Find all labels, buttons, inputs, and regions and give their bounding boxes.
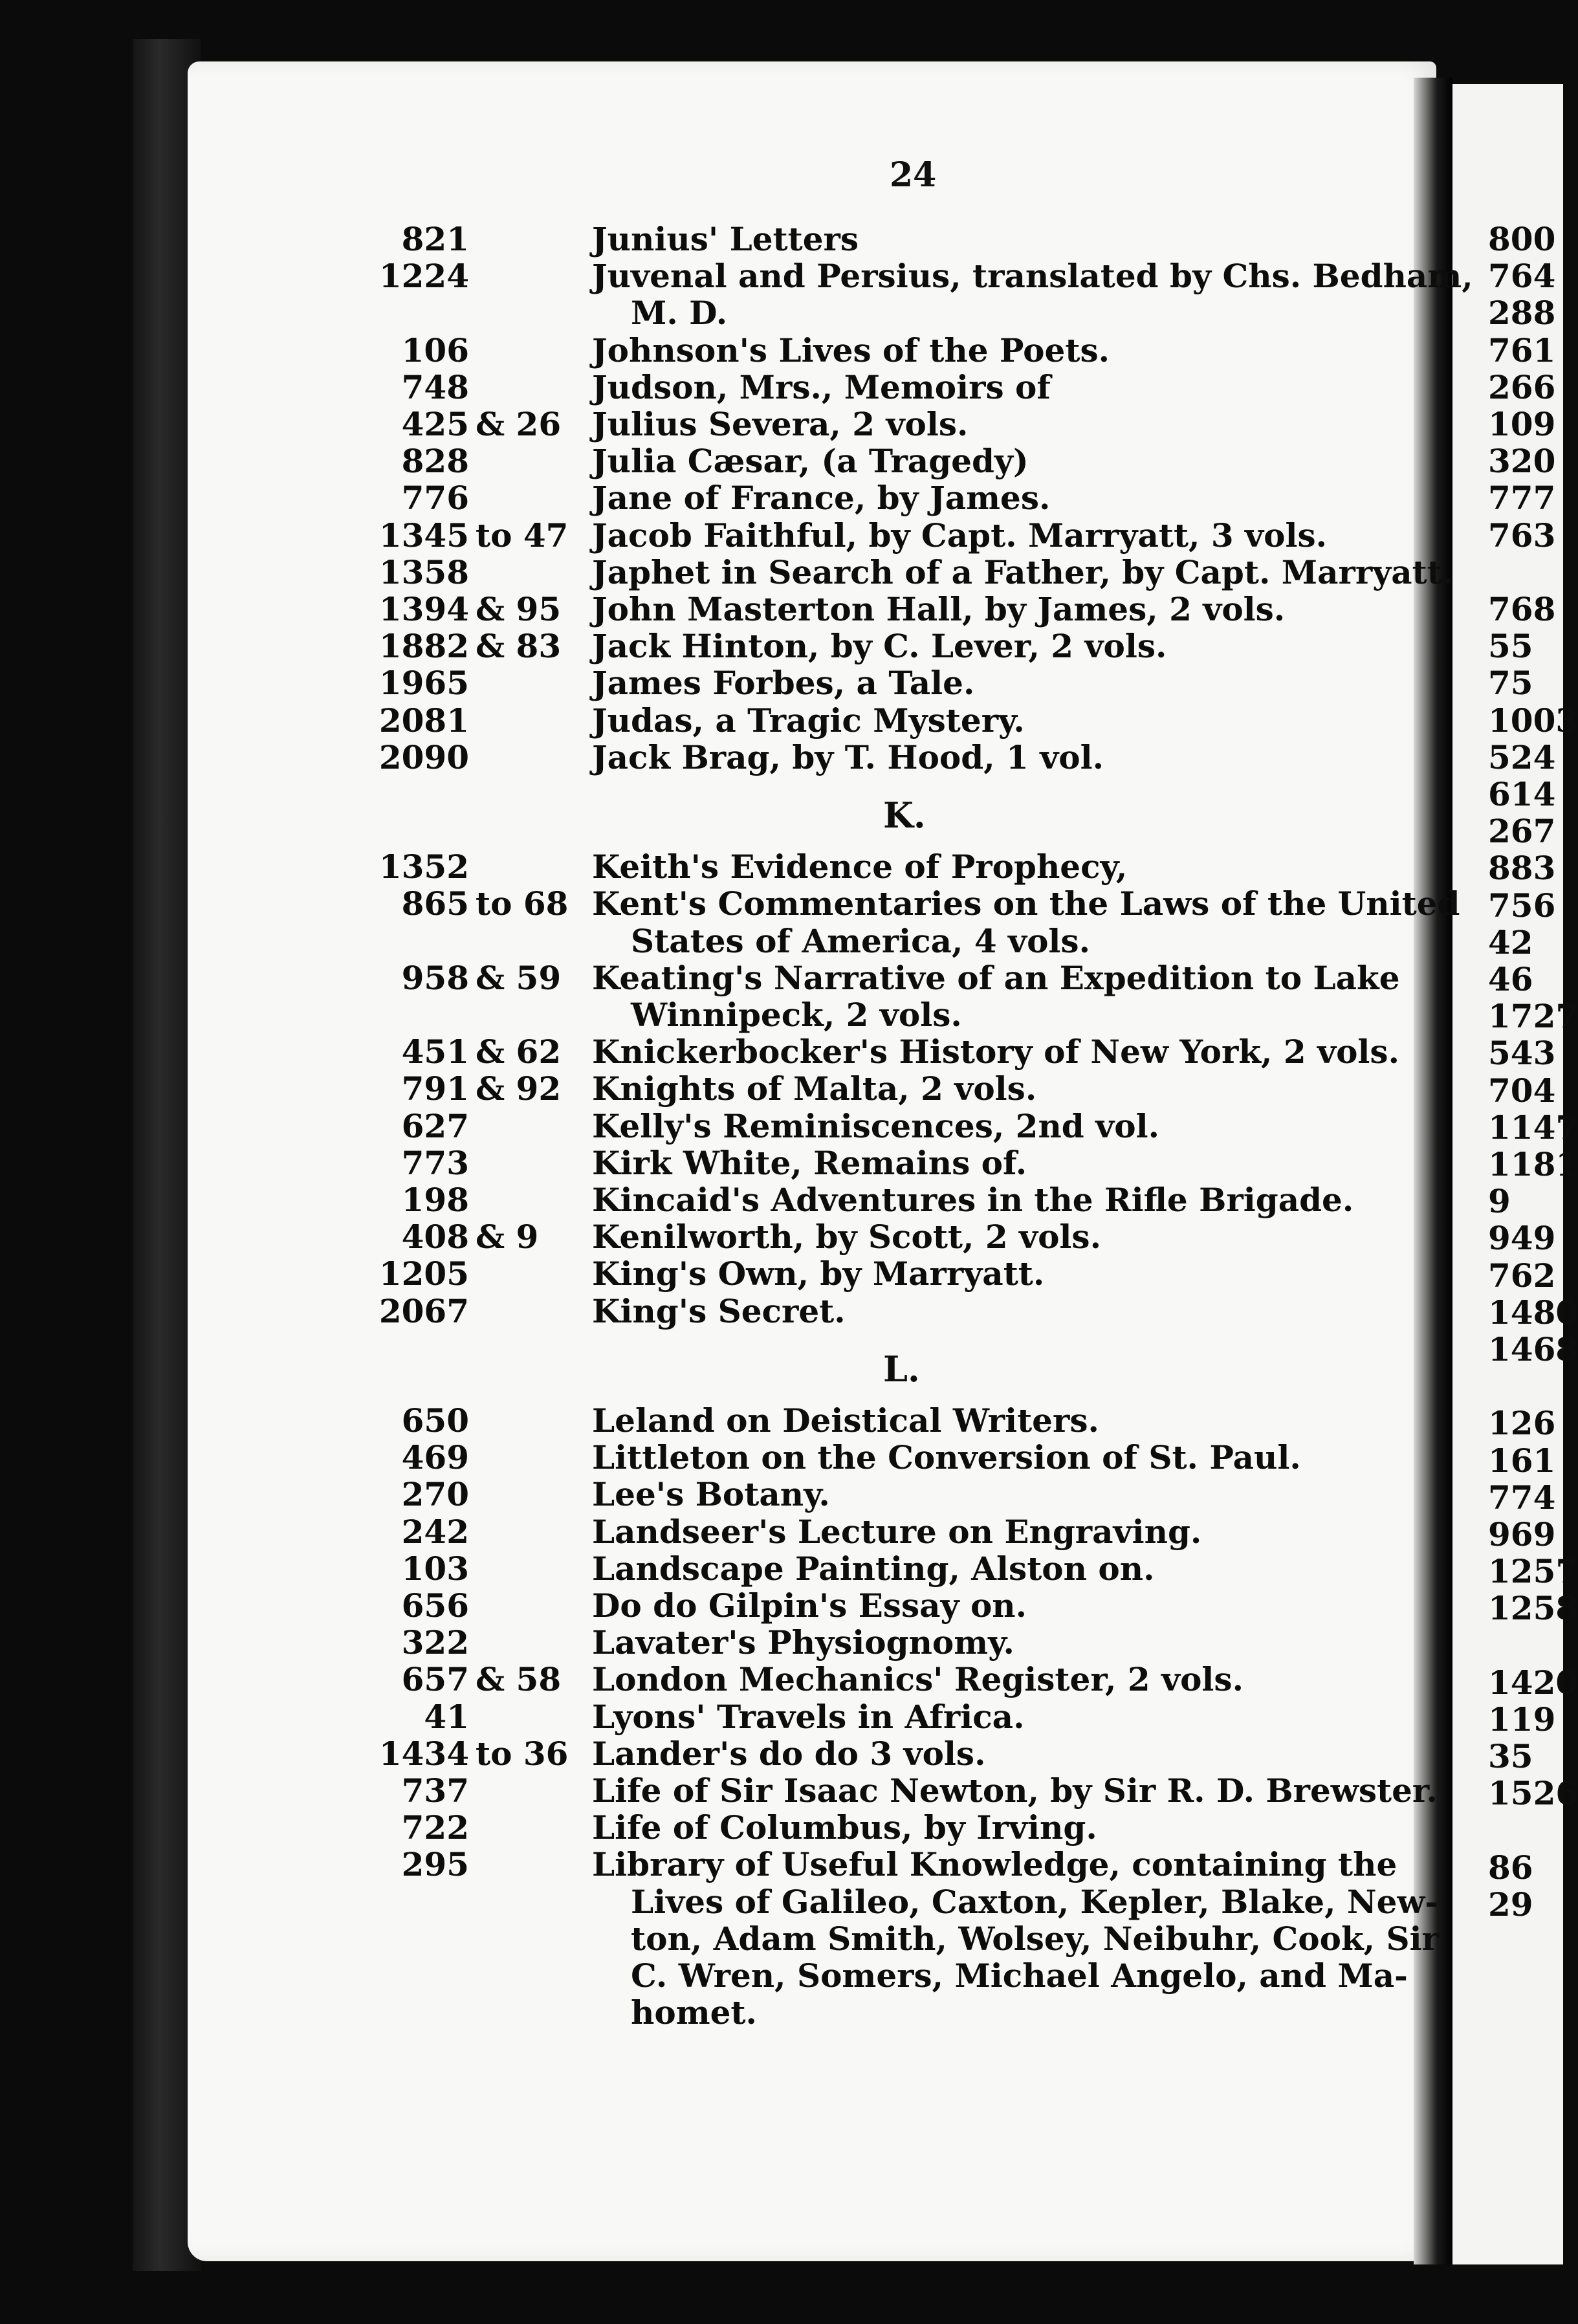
facing-page-number: 46 <box>1488 960 1533 998</box>
facing-page-number: 883 <box>1488 849 1556 888</box>
catalogue-number: 295 <box>401 1845 469 1884</box>
entry-title: Kincaid's Adventures in the Rifle Brigade. <box>592 1181 1354 1219</box>
catalogue-number: 2067 <box>378 1291 469 1330</box>
facing-page-number: 949 <box>1488 1219 1556 1258</box>
catalogue-number-range: & 9 <box>476 1218 539 1256</box>
catalogue-number: 958 <box>401 958 469 997</box>
facing-page-number: 1526 <box>1488 1774 1578 1813</box>
catalogue-number-range: & 26 <box>476 405 562 443</box>
entry-title: Jack Brag, by T. Hood, 1 vol. <box>592 738 1104 776</box>
entry-title: Keating's Narrative of an Expedition to Lake <box>592 958 1400 997</box>
catalogue-number: 1358 <box>378 553 469 591</box>
catalogue-number: 1434 <box>378 1734 469 1773</box>
catalogue-number: 748 <box>401 367 469 406</box>
catalogue-number-range: & 83 <box>476 627 562 666</box>
facing-page-number: 1258 <box>1488 1589 1578 1628</box>
catalogue-number-range: & 59 <box>476 958 562 997</box>
facing-page-number: 763 <box>1488 516 1556 554</box>
catalogue-number: 776 <box>401 479 469 518</box>
entry-title-continuation: Lives of Galileo, Caxton, Kepler, Blake, New- <box>631 1882 1439 1921</box>
catalogue-number: 627 <box>401 1106 469 1145</box>
catalogue-number-range: & 92 <box>476 1069 562 1108</box>
facing-page-number: 35 <box>1488 1737 1533 1776</box>
entry-title: Jacob Faithful, by Capt. Marryatt, 3 vols. <box>592 516 1328 554</box>
catalogue-number-range: & 58 <box>476 1660 562 1699</box>
catalogue-number: 657 <box>401 1660 469 1699</box>
catalogue-number: 2090 <box>378 738 469 776</box>
catalogue-number: 322 <box>401 1623 469 1662</box>
catalogue-number-range: to 68 <box>476 884 569 923</box>
catalogue-number-range: & 62 <box>476 1033 562 1071</box>
catalogue-number: 737 <box>401 1771 469 1810</box>
facing-page-number: 774 <box>1488 1478 1556 1517</box>
entry-title-continuation: Winnipeck, 2 vols. <box>631 996 962 1034</box>
facing-page-number: 288 <box>1488 294 1556 333</box>
facing-page-number: 761 <box>1488 331 1556 369</box>
entry-title: Japhet in Search of a Father, by Capt. Marryatt. <box>592 553 1454 591</box>
facing-page-number: 86 <box>1488 1848 1533 1887</box>
catalogue-number: 1224 <box>378 257 469 296</box>
facing-page-number: 762 <box>1488 1256 1556 1295</box>
facing-page-number: 55 <box>1488 627 1533 666</box>
entry-title: Judas, a Tragic Mystery. <box>592 701 1025 740</box>
entry-title: Kirk White, Remains of. <box>592 1143 1027 1182</box>
facing-page-number: 119 <box>1488 1700 1556 1738</box>
entry-title-continuation: States of America, 4 vols. <box>631 921 1090 960</box>
section-heading: L. <box>883 1348 920 1390</box>
entry-title: Lander's do do 3 vols. <box>592 1734 986 1773</box>
page-number: 24 <box>890 155 937 195</box>
entry-title: London Mechanics' Register, 2 vols. <box>592 1660 1244 1699</box>
entry-title: Junius' Letters <box>592 220 859 258</box>
entry-title: Library of Useful Knowledge, containing the <box>592 1845 1397 1884</box>
entry-title-continuation: M. D. <box>631 294 728 333</box>
entry-title: Littleton on the Conversion of St. Paul. <box>592 1438 1301 1477</box>
entry-title: Kent's Commentaries on the Laws of the United <box>592 884 1460 923</box>
entry-title: Johnson's Lives of the Poets. <box>592 331 1110 369</box>
facing-page-number: 1181 <box>1488 1145 1578 1183</box>
facing-page-number: 614 <box>1488 775 1556 813</box>
entry-title: Lavater's Physiognomy. <box>592 1623 1014 1662</box>
catalogue-number: 722 <box>401 1808 469 1847</box>
catalogue-number-range: to 36 <box>476 1734 569 1773</box>
catalogue-number: 656 <box>401 1586 469 1625</box>
facing-page-number: 320 <box>1488 442 1556 481</box>
facing-page-number: 1468 <box>1488 1330 1578 1368</box>
catalogue-number: 425 <box>401 405 469 443</box>
facing-page-number: 29 <box>1488 1885 1533 1924</box>
catalogue-number: 791 <box>401 1069 469 1108</box>
catalogue-number: 451 <box>401 1033 469 1071</box>
catalogue-number: 1965 <box>378 664 469 703</box>
facing-page-number: 704 <box>1488 1071 1556 1110</box>
facing-page-number: 42 <box>1488 923 1533 961</box>
catalogue-number: 650 <box>401 1401 469 1440</box>
catalogue-number: 1205 <box>378 1255 469 1293</box>
catalogue-number: 408 <box>401 1218 469 1256</box>
entry-title: Julius Severa, 2 vols. <box>592 405 969 443</box>
facing-page-number: 1003 <box>1488 701 1578 740</box>
entry-title: King's Own, by Marryatt. <box>592 1255 1045 1293</box>
facing-page-number: 1147 <box>1488 1108 1578 1146</box>
catalogue-number: 821 <box>401 220 469 258</box>
catalogue-number: 198 <box>401 1181 469 1219</box>
entry-title: James Forbes, a Tale. <box>592 664 975 703</box>
catalogue-number: 865 <box>401 884 469 923</box>
facing-page-number: 524 <box>1488 738 1556 776</box>
entry-title: Kelly's Reminiscences, 2nd vol. <box>592 1106 1159 1145</box>
catalogue-number: 1352 <box>378 848 469 886</box>
entry-title-continuation: C. Wren, Somers, Michael Angelo, and Ma- <box>631 1957 1408 1995</box>
facing-page-number: 1257 <box>1488 1552 1578 1591</box>
facing-page-number: 756 <box>1488 886 1556 925</box>
entry-title: Jane of France, by James. <box>592 479 1051 518</box>
catalogue-number: 1882 <box>378 627 469 666</box>
catalogue-number-range: to 47 <box>476 516 569 554</box>
facing-page-number: 1727 <box>1488 997 1578 1036</box>
entry-title: Life of Sir Isaac Newton, by Sir R. D. Brewster. <box>592 1771 1438 1810</box>
facing-page-number: 1420 <box>1488 1663 1578 1702</box>
entry-title-continuation: homet. <box>631 1993 757 2032</box>
entry-title: Landseer's Lecture on Engraving. <box>592 1512 1202 1551</box>
facing-page-number: 161 <box>1488 1441 1556 1480</box>
facing-page-number: 777 <box>1488 479 1556 518</box>
entry-title: Do do Gilpin's Essay on. <box>592 1586 1027 1625</box>
catalogue-number: 773 <box>401 1143 469 1182</box>
catalogue-number: 1345 <box>378 516 469 554</box>
facing-page-number: 1480 <box>1488 1293 1578 1332</box>
entry-title: Lyons' Travels in Africa. <box>592 1697 1025 1736</box>
facing-page-number: 75 <box>1488 664 1533 703</box>
entry-title: King's Secret. <box>592 1291 846 1330</box>
entry-title: Keith's Evidence of Prophecy, <box>592 848 1128 886</box>
facing-page-number: 267 <box>1488 812 1556 851</box>
entry-title: Life of Columbus, by Irving. <box>592 1808 1097 1847</box>
catalogue-number: 270 <box>401 1475 469 1514</box>
catalogue-number: 106 <box>401 331 469 369</box>
catalogue-number: 2081 <box>378 701 469 740</box>
facing-page-number: 768 <box>1488 590 1556 628</box>
facing-page-number: 764 <box>1488 257 1556 296</box>
entry-title: Julia Cæsar, (a Tragedy) <box>592 442 1029 481</box>
entry-title: Judson, Mrs., Memoirs of <box>592 367 1051 406</box>
facing-page-number: 9 <box>1488 1182 1511 1221</box>
entry-title-continuation: ton, Adam Smith, Wolsey, Neibuhr, Cook, Sir <box>631 1919 1439 1958</box>
entry-title: Juvenal and Persius, translated by Chs. Bedham, <box>592 257 1473 296</box>
section-heading: K. <box>883 795 926 836</box>
entry-title: Kenilworth, by Scott, 2 vols. <box>592 1218 1101 1256</box>
catalogue-number: 1394 <box>378 590 469 628</box>
catalogue-number: 828 <box>401 442 469 481</box>
entry-title: Landscape Painting, Alston on. <box>592 1549 1155 1588</box>
entry-title: Knights of Malta, 2 vols. <box>592 1069 1037 1108</box>
facing-page-number: 266 <box>1488 367 1556 406</box>
catalogue-number: 41 <box>424 1697 469 1736</box>
catalogue-number: 242 <box>401 1512 469 1551</box>
facing-page-number: 109 <box>1488 405 1556 443</box>
catalogue-number: 103 <box>401 1549 469 1588</box>
entry-title: Knickerbocker's History of New York, 2 vols. <box>592 1033 1399 1071</box>
entry-title: Lee's Botany. <box>592 1475 830 1514</box>
catalogue-number-range: & 95 <box>476 590 562 628</box>
facing-page-number: 543 <box>1488 1034 1556 1073</box>
facing-page-number: 969 <box>1488 1515 1556 1553</box>
facing-page-number: 126 <box>1488 1404 1556 1443</box>
catalogue-number: 469 <box>401 1438 469 1477</box>
entry-title: Leland on Deistical Writers. <box>592 1401 1099 1440</box>
facing-page-number: 800 <box>1488 220 1556 258</box>
entry-title: Jack Hinton, by C. Lever, 2 vols. <box>592 627 1167 666</box>
entry-title: John Masterton Hall, by James, 2 vols. <box>592 590 1286 628</box>
